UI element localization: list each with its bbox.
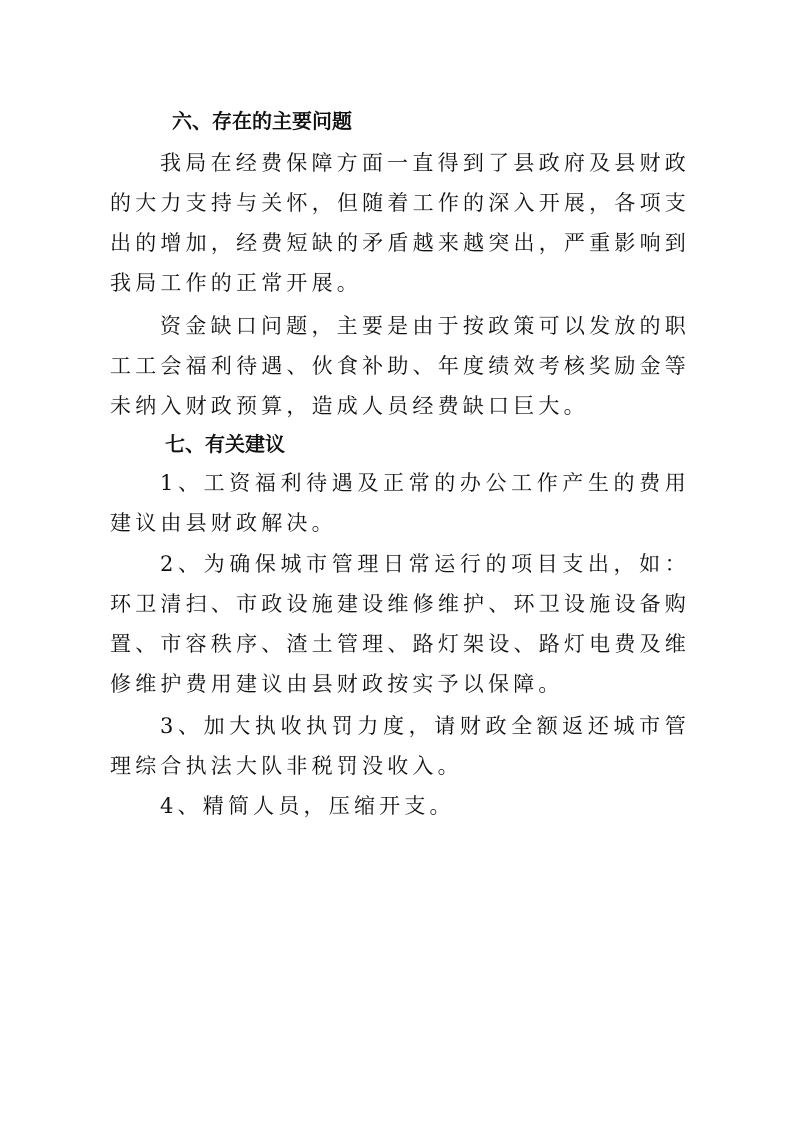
paragraph-funding-gap: 资金缺口问题，主要是由于按政策可以发放的职工工会福利待遇、伙食补助、年度绩效考核奖励金等未纳入财政预算，造成人员经费缺口巨大。 [110,314,690,418]
paragraph-suggestion-1: 1、工资福利待遇及正常的办公工作产生的费用建议由县财政解决。 [110,471,690,535]
paragraph-suggestion-2: 2、为确保城市管理日常运行的项目支出，如：环卫清扫、市政设施建设维修维护、环卫设施设备购置、市容秩序、渣土管理、路灯架设、路灯电费及维修维护费用建议由县财政按实予以保障。 [110,552,690,696]
section-heading-suggestions: 七、有关建议 [165,432,285,456]
paragraph-funding-shortage: 我局在经费保障方面一直得到了县政府及县财政的大力支持与关怀，但随着工作的深入开展，各项支出的增加，经费短缺的矛盾越来越突出，严重影响到我局工作的正常开展。 [110,151,690,295]
paragraph-suggestion-4: 4、精简人员，压缩开支。 [160,794,455,818]
section-heading-problems: 六、存在的主要问题 [172,109,352,133]
paragraph-suggestion-3: 3、加大执收执罚力度，请财政全额返还城市管理综合执法大队非税罚没收入。 [110,714,690,778]
